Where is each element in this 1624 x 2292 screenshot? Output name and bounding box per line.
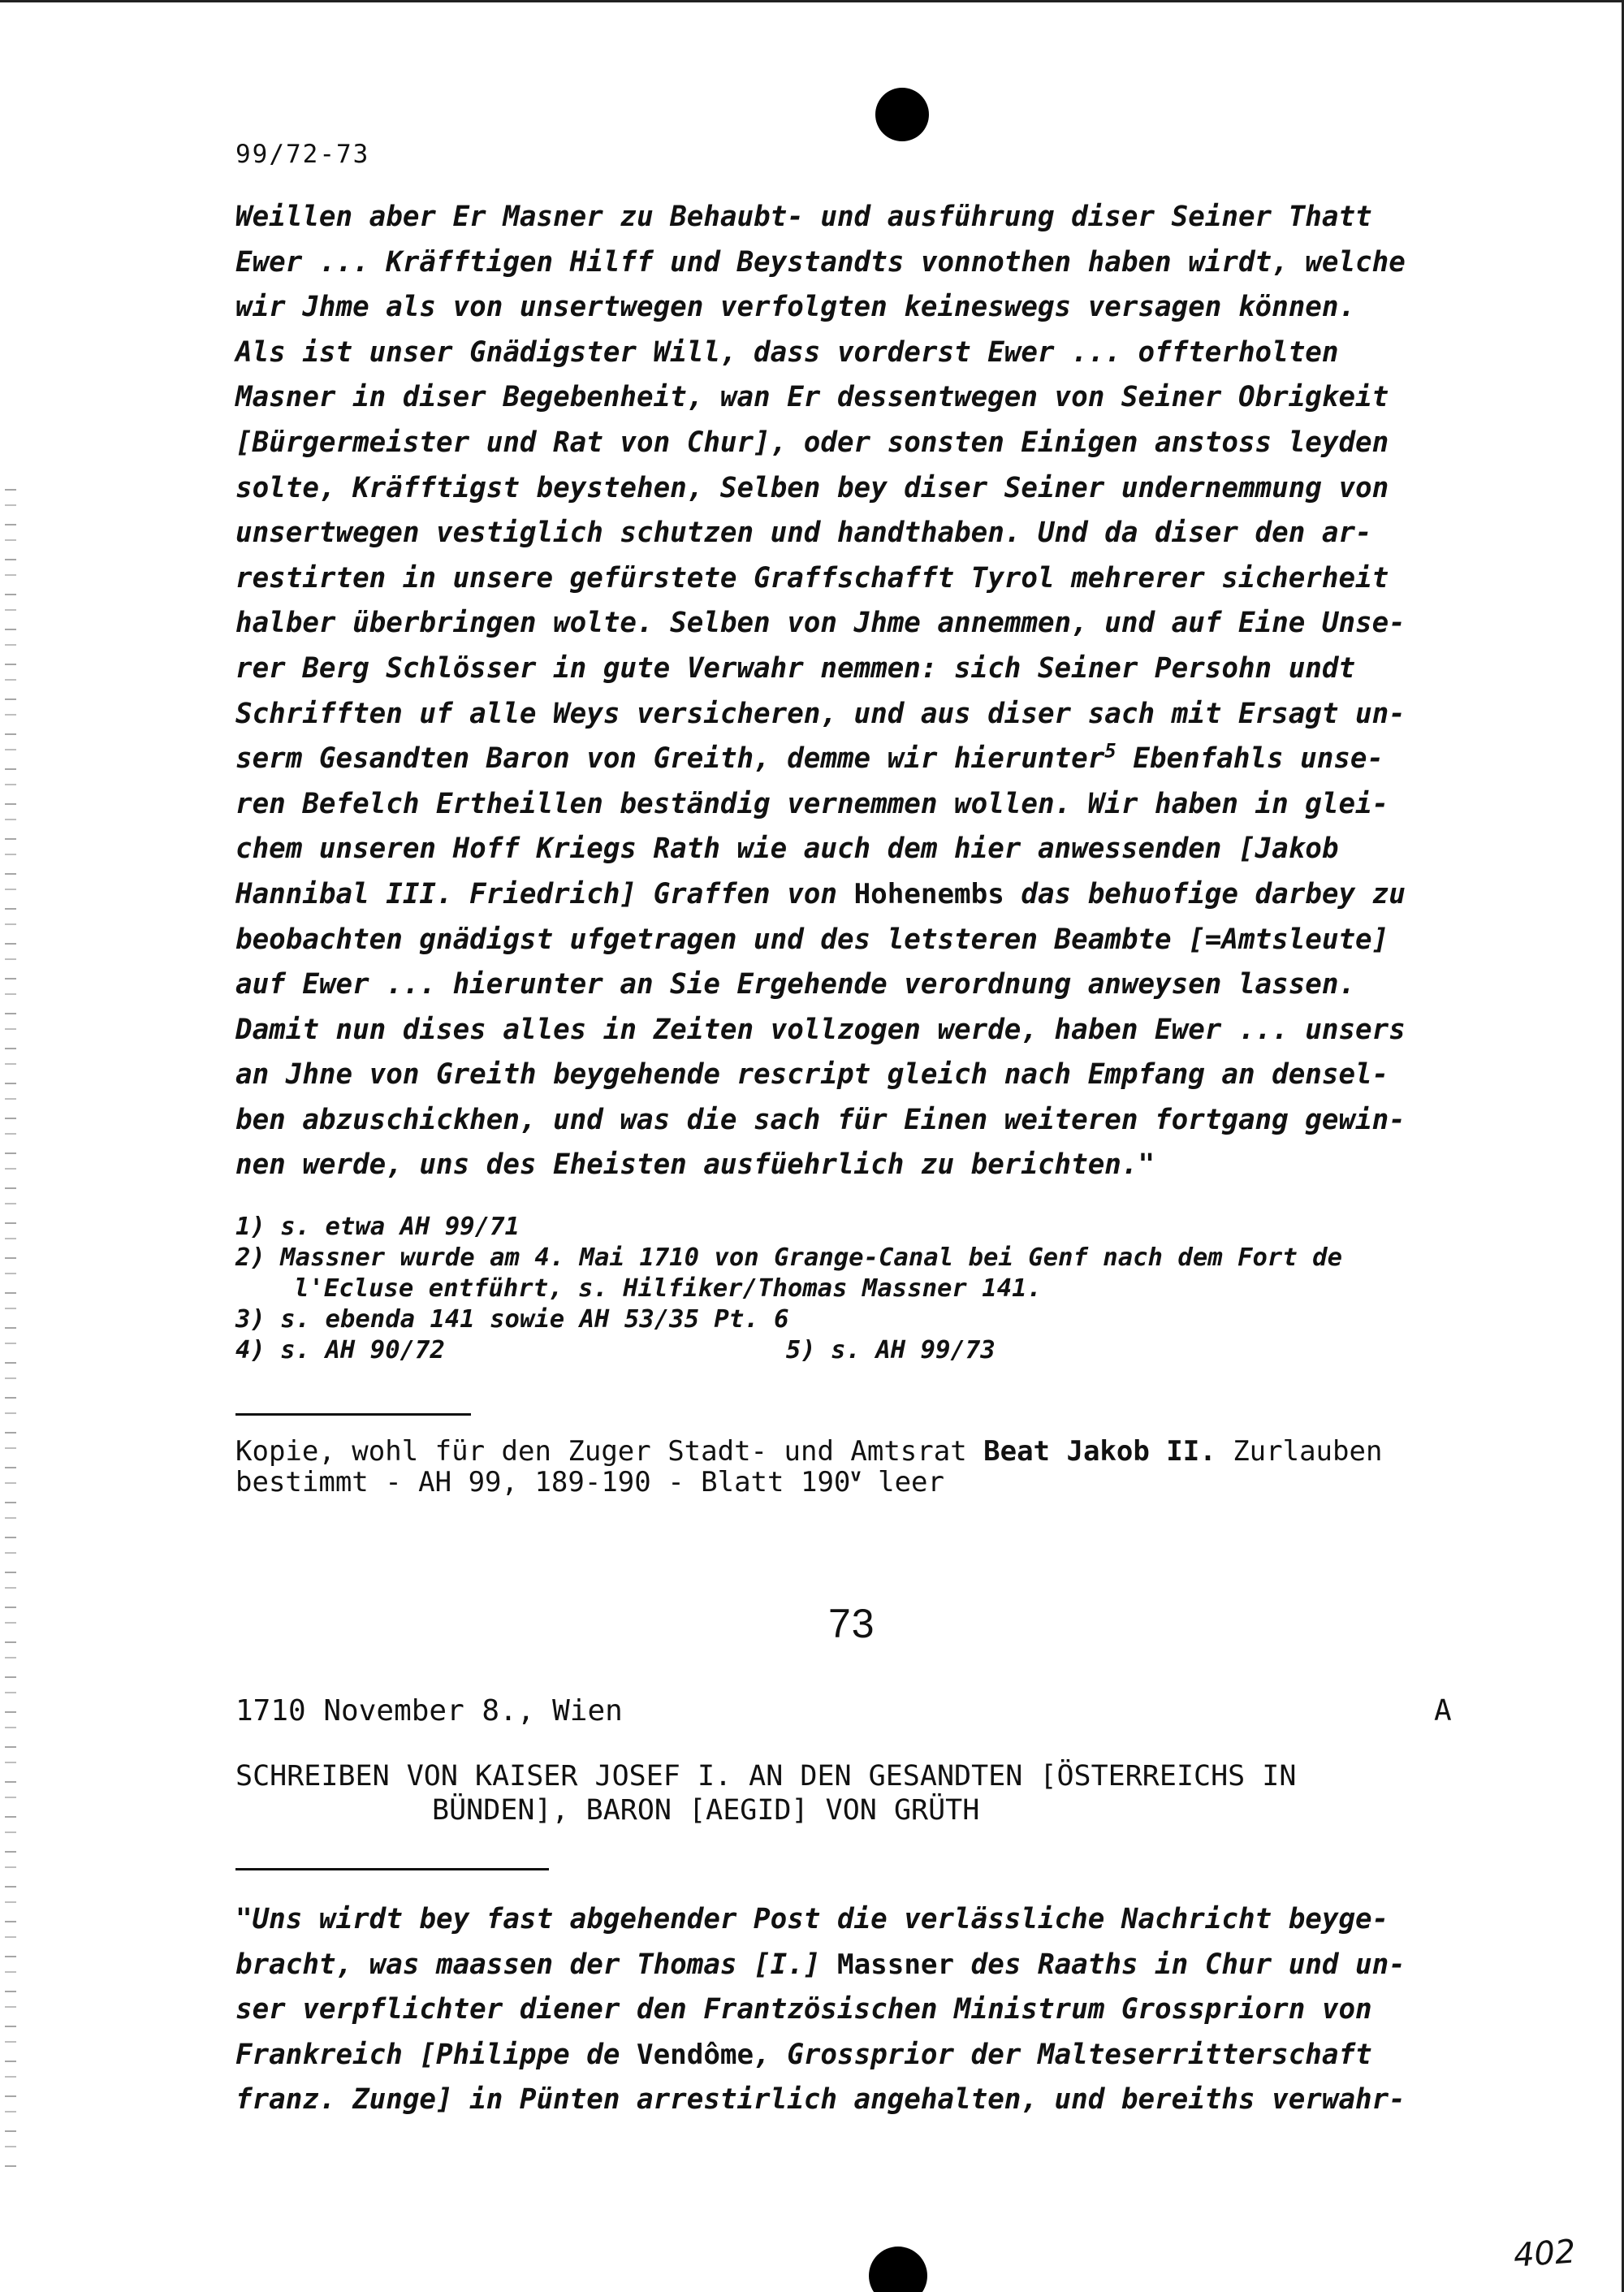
scan-border-top xyxy=(0,0,1624,2)
heading-line: SCHREIBEN VON KAISER JOSEF I. AN DEN GESANDTEN [ÖSTERREICHS IN xyxy=(235,1760,1297,1793)
footnotes xyxy=(235,1212,1470,1366)
text-line: ser verpflichter diener den Frantzösischen Ministrum Grosspriorn von xyxy=(235,1993,1372,2026)
letter-text-continued xyxy=(235,195,1478,1188)
text-line: Ewer ... Kräfftigen Hilff und Beystandts vonnothen haben wirdt, welche xyxy=(235,245,1406,279)
footnote-marker: 5 xyxy=(1104,739,1116,763)
text-line: nen werde, uns des Eheisten ausfüehrlich zu berichten." xyxy=(235,1148,1155,1182)
text-line: wir Jhme als von unsertwegen verfolgten keineswegs versagen können. xyxy=(235,291,1356,324)
scan-margin-noise xyxy=(5,471,16,2177)
footnote: 3) s. ebenda 141 sowie AH 53/35 Pt. 6 xyxy=(235,1305,789,1334)
text-line: rer Berg Schlösser in gute Verwahr nemmen: sich Seiner Persohn undt xyxy=(235,651,1356,685)
text-line: solte, Kräfftigst beystehen, Selben bey diser Seiner undernemmung von xyxy=(235,471,1389,504)
text-line xyxy=(235,2033,1478,2078)
footnote: 1) s. etwa AH 99/71 xyxy=(235,1213,520,1241)
text-line: ren Befelch Ertheillen beständig vernemmen wollen. Wir haben in glei- xyxy=(235,787,1389,820)
superscript: v xyxy=(850,1465,862,1486)
document-heading xyxy=(235,1759,1494,1827)
text-line xyxy=(235,872,1478,918)
document-category: A xyxy=(1434,1694,1452,1728)
text-segment: Hannibal III. Friedrich] Graffen von xyxy=(235,877,854,910)
text-segment: Ebenfahls unse- xyxy=(1116,742,1384,776)
text-segment: Kopie, wohl für den Zuger Stadt- und Amtsrat xyxy=(235,1435,984,1468)
text-line: Damit nun dises alles in Zeiten vollzogen werde, haben Ewer ... unsers xyxy=(235,1013,1406,1046)
document-reference: 99/72-73 xyxy=(235,140,370,169)
punch-hole-top xyxy=(875,88,929,141)
footnote: 5) s. AH 99/73 xyxy=(785,1336,996,1364)
letter-text xyxy=(235,1897,1478,2123)
bold-name: Beat Jakob II. xyxy=(983,1435,1216,1468)
text-segment: Frankreich [Philippe de xyxy=(235,2038,637,2071)
text-line: Masner in diser Begebenheit, wan Er dessentwegen von Seiner Obrigkeit xyxy=(235,381,1389,414)
text-line: Weillen aber Er Masner zu Behaubt- und ausführung diser Seiner Thatt xyxy=(235,201,1372,233)
text-line: an Jhne von Greith beygehende rescript gleich nach Empfang an densel- xyxy=(235,1058,1389,1092)
text-segment: bracht, was maassen der Thomas [I.] xyxy=(235,1948,837,1981)
dateline: 1710 November 8., Wien xyxy=(235,1694,623,1728)
copy-note xyxy=(235,1436,1486,1498)
punch-hole-bottom xyxy=(869,2247,927,2292)
text-segment: bestimmt - AH 99, 189-190 - Blatt 190 xyxy=(235,1466,851,1498)
text-line: "Uns wirdt bey fast abgehender Post die verlässliche Nachricht beyge- xyxy=(235,1903,1389,1935)
footnote-continuation: l'Ecluse entführt, s. Hilfiker/Thomas Massner 141. xyxy=(294,1274,1042,1303)
text-line xyxy=(235,737,1478,782)
handwritten-folio-number: 402 xyxy=(1512,2233,1577,2275)
text-segment: des Raaths in Chur und un- xyxy=(954,1948,1406,1981)
text-line: Als ist unser Gnädigster Will, dass vorderst Ewer ... offterholten xyxy=(235,335,1339,369)
document-number: 73 xyxy=(828,1601,875,1646)
footnote: 2) Massner wurde am 4. Mai 1710 von Grange-Canal bei Genf nach dem Fort de xyxy=(235,1243,1343,1272)
text-line: [Bürgermeister und Rat von Chur], oder sonsten Einigen anstoss leyden xyxy=(235,426,1389,459)
divider-rule xyxy=(235,1413,471,1416)
text-line: halber überbringen wolte. Selben von Jhme annemmen, und auf Eine Unse- xyxy=(235,607,1406,640)
bold-name: Vendôme xyxy=(636,2038,754,2071)
text-line: franz. Zunge] in Pünten arrestirlich angehalten, und bereiths verwahr- xyxy=(235,2083,1406,2117)
footnote: 4) s. AH 90/72 xyxy=(235,1336,445,1364)
text-line xyxy=(235,1943,1478,1988)
heading-line: BÜNDEN], BARON [AEGID] VON GRÜTH xyxy=(432,1794,980,1827)
text-segment: , Grossprior der Malteserritterschaft xyxy=(754,2038,1372,2071)
copy-note-line xyxy=(235,1436,1486,1467)
bold-name: Hohenembs xyxy=(853,877,1004,910)
text-segment: serm Gesandten Baron von Greith, demme wir hierunter xyxy=(235,742,1105,776)
footnote-row xyxy=(235,1335,1470,1366)
copy-note-line xyxy=(235,1467,1486,1498)
text-line: beobachten gnädigst ufgetragen und des letsteren Beambte [=Amtsleute] xyxy=(235,923,1389,956)
text-segment: Zurlauben xyxy=(1216,1435,1383,1468)
text-line: restirten in unsere gefürstete Graffschafft Tyrol mehrerer sicherheit xyxy=(235,561,1389,595)
text-segment: leer xyxy=(861,1466,944,1498)
divider-rule xyxy=(235,1868,549,1870)
bold-name: Massner xyxy=(836,1948,955,1981)
text-line: Schrifften uf alle Weys versicheren, und aus diser sach mit Ersagt un- xyxy=(235,697,1406,730)
text-segment: das behuofige darbey zu xyxy=(1004,877,1406,910)
text-line: chem unseren Hoff Kriegs Rath wie auch dem hier anwessenden [Jakob xyxy=(235,832,1339,866)
text-line: auf Ewer ... hierunter an Sie Ergehende verordnung anweysen lassen. xyxy=(235,968,1356,1001)
text-line: ben abzuschickhen, und was die sach für Einen weiteren fortgang gewin- xyxy=(235,1103,1406,1136)
text-line: unsertwegen vestiglich schutzen und handthaben. Und da diser den ar- xyxy=(235,517,1372,550)
